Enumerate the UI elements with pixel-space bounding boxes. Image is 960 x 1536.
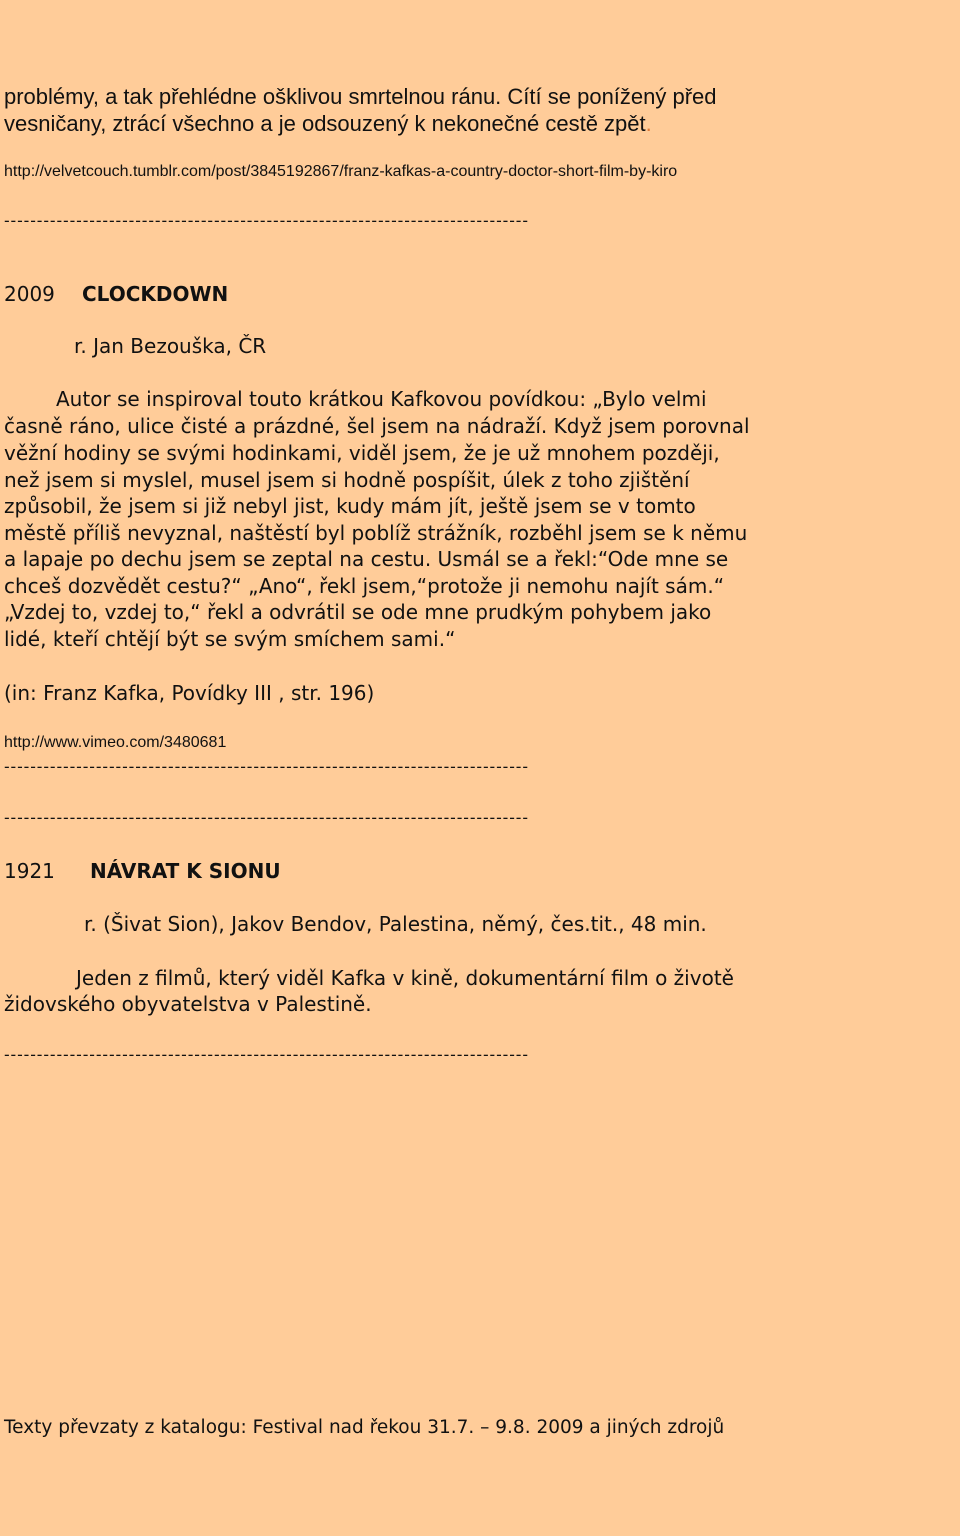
- navrat-director: r. (Šivat Sion), Jakov Bendov, Palestina, němý, čes.tit., 48 min.: [84, 912, 707, 936]
- intro-line-1: problémy, a tak přehlédne ošklivou smrtelnou ránu. Cítí se ponížený před: [4, 84, 717, 109]
- clockdown-source: (in: Franz Kafka, Povídky III , str. 196): [4, 681, 375, 705]
- separator-3: --------------------------------------------------------------------------------: [4, 808, 529, 827]
- clockdown-director: r. Jan Bezouška, ČR: [74, 334, 267, 358]
- navrat-text-line-2: židovského obyvatelstva v Palestině.: [4, 992, 372, 1016]
- navrat-title: NÁVRAT K SIONU: [90, 859, 281, 883]
- intro-url-link[interactable]: http://velvetcouch.tumblr.com/post/3845192867/franz-kafkas-a-country-doctor-short-film-by-kiro: [4, 163, 678, 180]
- footer-credits: Texty převzaty z katalogu: Festival nad řekou 31.7. – 9.8. 2009 a jiných zdrojů: [4, 1417, 725, 1438]
- clockdown-text-line-8: chceš dozvědět cestu?“ „Ano“, řekl jsem,“protože ji nemohu najít sám.“: [4, 574, 725, 598]
- navrat-text-line-1: Jeden z filmů, který viděl Kafka v kině, dokumentární film o životě: [76, 966, 734, 990]
- separator-4: --------------------------------------------------------------------------------: [4, 1045, 529, 1064]
- clockdown-text-line-7: a lapaje po dechu jsem se zeptal na cestu. Usmál se a řekl:“Ode mne se: [4, 547, 729, 571]
- separator-1: --------------------------------------------------------------------------------: [4, 211, 529, 230]
- clockdown-title: CLOCKDOWN: [82, 282, 229, 306]
- navrat-year: 1921: [4, 859, 55, 883]
- clockdown-url-link[interactable]: http://www.vimeo.com/3480681: [4, 734, 227, 751]
- clockdown-text-line-1: Autor se inspiroval touto krátkou Kafkovou povídkou: „Bylo velmi: [56, 387, 707, 411]
- clockdown-text-line-10: lidé, kteří chtějí být se svým smíchem sami.“: [4, 627, 456, 651]
- clockdown-text-line-4: než jsem si myslel, musel jsem si hodně pospíšit, úlek z toho zjištění: [4, 468, 690, 492]
- clockdown-text-line-9: „Vzdej to, vzdej to,“ řekl a odvrátil se ode mne prudkým pohybem jako: [4, 600, 712, 624]
- clockdown-text-line-6: městě příliš nevyznal, naštěstí byl poblíž strážník, rozběhl jsem se k němu: [4, 521, 748, 545]
- clockdown-year: 2009: [4, 282, 55, 306]
- clockdown-text-line-5: způsobil, že jsem si již nebyl jist, kudy mám jít, ještě jsem se v tomto: [4, 494, 696, 518]
- intro-line-2: [4, 111, 652, 137]
- clockdown-text-line-3: věžní hodiny se svými hodinkami, viděl jsem, že je už mnohem později,: [4, 441, 720, 465]
- intro-line-2-period: .: [645, 111, 652, 136]
- clockdown-text-line-2: časně ráno, ulice čisté a prázdné, šel jsem na nádraží. Když jsem porovnal: [4, 414, 750, 438]
- separator-2: --------------------------------------------------------------------------------: [4, 757, 529, 776]
- intro-line-2-text: vesničany, ztrácí všechno a je odsouzený k nekonečné cestě zpět: [4, 111, 646, 136]
